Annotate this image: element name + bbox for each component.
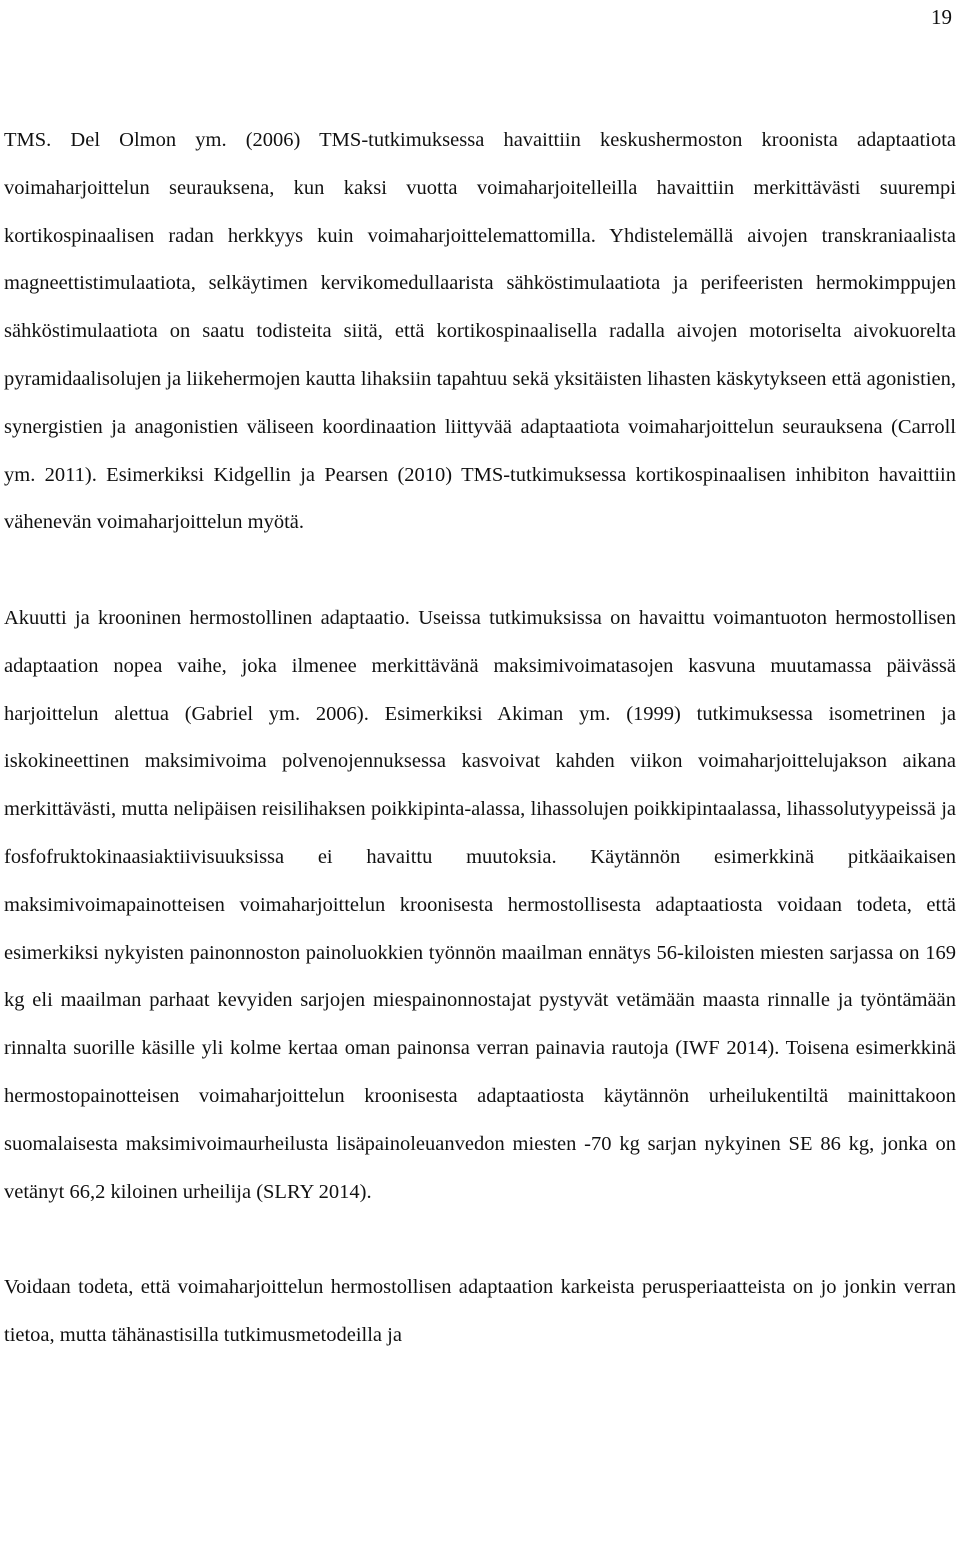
paragraph-text: Useissa tutkimuksissa on havaittu voimantuoton hermostollisen adaptaation nopea vaihe, joka ilmenee merkittävänä maksimivoimatasojen kasvuna muutamassa päivässä harjoittelun alettua (Gabriel ym. 2006). Esimerkiksi Akiman ym. (1999) tutkimuksessa isometrinen ja iskokineettinen maksimivoima polvenojennuksessa kasvoivat kahden viikon voimaharjoittelujakson aikana merkittävästi, mutta nelipäisen reisilihaksen poikkipinta-alassa, lihassolujen poikkipintaalassa, lihassolutyypeissä ja fosfofruktokinaasiaktiivisuuksissa ei havaittu muutoksia. Käytännön esimerkkinä pitkäaikaisen maksimivoimapainotteisen voimaharjoittelun kroonisesta hermostollisesta adaptaatiosta voidaan todeta, että esimerkiksi nykyisten painonnoston painoluokkien työnnön maailman ennätys 56-kiloisten miesten sarjassa on 169 kg eli maailman parhaat kevyiden sarjojen miespainonnostajat pystyvät vetämään maasta rinnalle ja työntämään rinnalta suorille käsille yli kolme kertaa oman painonsa verran painavia rautoja (IWF 2014). Toisena esimerkkinä hermostopainotteisen voimaharjoittelun kroonisesta adaptaatiosta käytännön urheilukentiltä mainittakoon suomalaisesta maksimivoimaurheilusta lisäpainoleuanvedon miesten -70 kg sarjan nykyinen SE 86 kg, jonka on vetänyt 66,2 kiloinen urheilija (SLRY 2014).	[4, 606, 956, 1203]
paragraph-text: Voidaan todeta, että voimaharjoittelun hermostollisen adaptaation karkeista perusperiaatteista on jo jonkin verran tietoa, mutta tähänastisilla tutkimusmetodeilla ja	[4, 1276, 956, 1346]
paragraph-conclusion	[4, 1264, 956, 1360]
page-number: 19	[931, 5, 952, 29]
paragraph-text: TMS. Del Olmon ym. (2006) TMS-tutkimuksessa havaittiin keskushermoston kroonista adaptaatiota voimaharjoittelun seurauksena, kun kaksi vuotta voimaharjoitelleilla havaittiin merkittävästi suurempi kortikospinaalisen radan herkkyys kuin voimaharjoittelemattomilla. Yhdistelemällä aivojen transkraniaalista magneettistimulaatiota, selkäytimen kervikomedullaarista sähköstimulaatiota ja perifeeristen hermokimppujen sähköstimulaatiota on saatu todisteita siitä, että kortikospinaalisella radalla aivojen motoriselta aivokuorelta pyramidaalisolujen ja liikehermojen kautta lihaksiin tapahtuu sekä yksitäisten lihasten käskytykseen että agonistien, synergistien ja anagonistien väliseen koordinaation liittyvää adaptaatiota voimaharjoittelun seurauksena (Carroll ym. 2011). Esimerkiksi Kidgellin ja Pearsen (2010) TMS-tutkimuksessa kortikospinaalisen inhibiton havaittiin vähenevän voimaharjoittelun myötä.	[4, 129, 956, 534]
paragraph-tms-studies	[4, 117, 956, 547]
section-lead-heading: Akuutti ja krooninen hermostollinen adaptaatio.	[4, 606, 410, 629]
document-body	[4, 117, 956, 1360]
paragraph-acute-chronic-adaptation	[4, 595, 956, 1216]
